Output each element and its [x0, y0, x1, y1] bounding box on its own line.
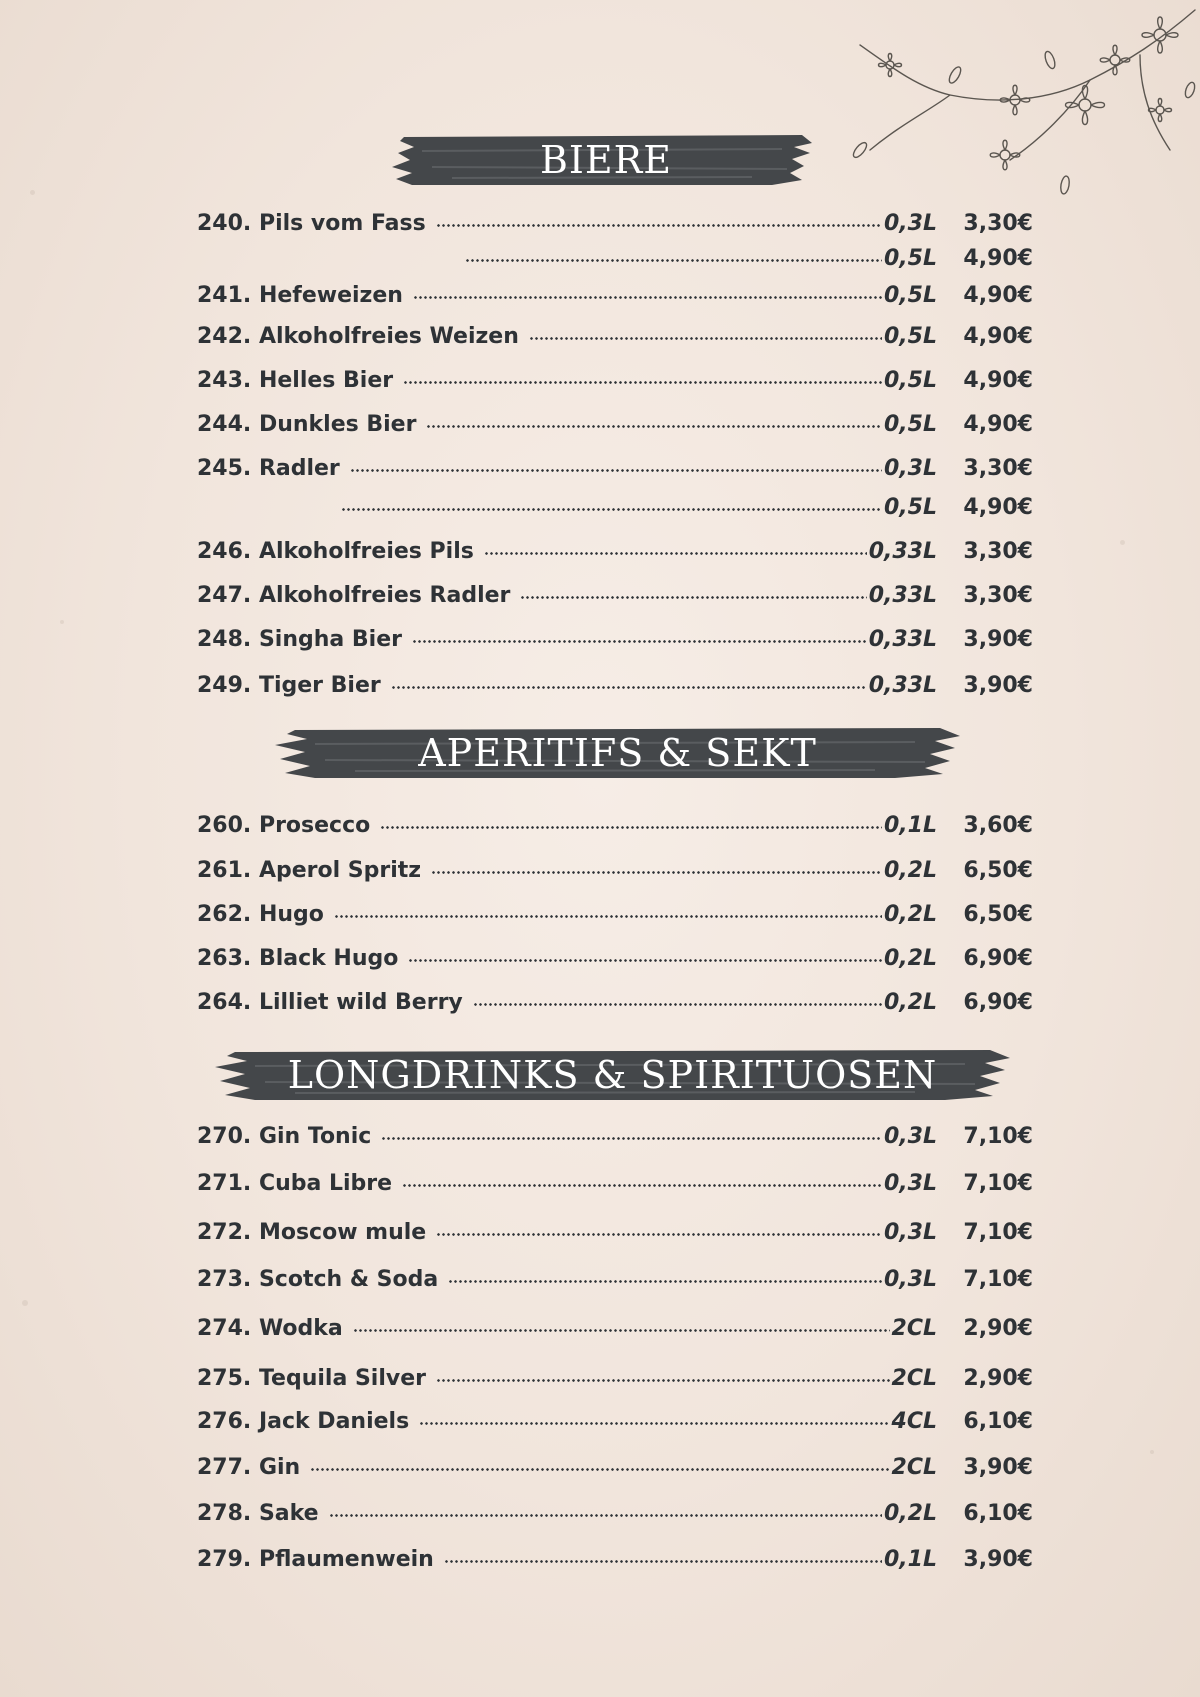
item-price: 4,90€ [963, 246, 1033, 271]
item-name: 264. Lilliet wild Berry [197, 990, 463, 1015]
dot-leader [436, 224, 882, 227]
item-volume: 0,5L [884, 368, 937, 393]
menu-item-row [197, 454, 1037, 484]
item-price: 7,10€ [963, 1124, 1033, 1149]
menu-item-row [197, 209, 1037, 239]
item-price: 3,90€ [963, 1455, 1033, 1480]
menu-item-row [197, 1314, 1037, 1344]
item-price: 4,90€ [963, 324, 1033, 349]
dot-leader [436, 1233, 882, 1236]
dot-leader [444, 1560, 882, 1563]
dot-leader [465, 259, 882, 262]
item-name: 274. Wodka [197, 1316, 343, 1341]
item-volume: 0,2L [884, 858, 937, 883]
menu-item-row [197, 1364, 1037, 1394]
item-volume: 2CL [891, 1455, 937, 1480]
dot-leader [413, 296, 882, 299]
dot-leader [353, 1329, 890, 1332]
item-volume: 0,2L [884, 946, 937, 971]
item-price: 3,90€ [963, 1547, 1033, 1572]
item-name: 261. Aperol Spritz [197, 858, 422, 883]
item-volume: 0,3L [884, 456, 937, 481]
dot-leader [448, 1280, 882, 1283]
item-name: 276. Jack Daniels [197, 1409, 410, 1434]
item-price: 3,90€ [963, 673, 1033, 698]
menu-item-row [197, 625, 1037, 655]
item-name: 247. Alkoholfreies Radler [197, 583, 511, 608]
item-price: 4,90€ [963, 368, 1033, 393]
section-title: LONGDRINKS & SPIRITUOSEN [287, 1053, 938, 1097]
dot-leader [391, 686, 867, 689]
item-price: 4,90€ [963, 495, 1033, 520]
item-name: 248. Singha Bier [197, 627, 402, 652]
item-price: 2,90€ [963, 1366, 1033, 1391]
item-name: 277. Gin [197, 1455, 301, 1480]
dot-leader [419, 1422, 890, 1425]
item-volume: 0,5L [884, 246, 937, 271]
item-name: 245. Radler [197, 456, 340, 481]
menu-item-row [197, 856, 1037, 886]
item-name: 249. Tiger Bier [197, 673, 381, 698]
item-price: 6,90€ [963, 990, 1033, 1015]
item-name: 263. Black Hugo [197, 946, 399, 971]
item-price: 6,50€ [963, 858, 1033, 883]
item-name: 241. Hefeweizen [197, 283, 403, 308]
cherry-blossom-branch-icon [840, 0, 1200, 210]
menu-item-row [197, 1265, 1037, 1295]
dot-leader [484, 552, 867, 555]
menu-item-row [197, 988, 1037, 1018]
section-banner-aperitifs-sekt [275, 726, 960, 780]
item-volume: 4CL [891, 1409, 937, 1434]
item-name: 246. Alkoholfreies Pils [197, 539, 474, 564]
item-volume: 0,2L [884, 902, 937, 927]
item-name: 271. Cuba Libre [197, 1171, 393, 1196]
item-name: 243. Helles Bier [197, 368, 394, 393]
dot-leader [334, 915, 882, 918]
dot-leader [329, 1514, 882, 1517]
item-name: 260. Prosecco [197, 813, 371, 838]
menu-item-row [197, 1407, 1037, 1437]
menu-item-row [197, 410, 1037, 440]
item-price: 4,90€ [963, 283, 1033, 308]
item-name: 240. Pils vom Fass [197, 211, 426, 236]
dot-leader [350, 469, 882, 472]
menu-item-row [197, 1545, 1037, 1575]
menu-item-row [197, 1122, 1037, 1152]
dot-leader [408, 959, 882, 962]
menu-item-row [197, 900, 1037, 930]
item-price: 6,10€ [963, 1409, 1033, 1434]
dot-leader [341, 508, 882, 511]
item-volume: 0,5L [884, 324, 937, 349]
item-name: 244. Dunkles Bier [197, 412, 417, 437]
dot-leader [529, 337, 882, 340]
menu-item-row [197, 1453, 1037, 1483]
item-volume: 0,33L [868, 673, 937, 698]
section-title: BIERE [539, 138, 673, 182]
item-price: 7,10€ [963, 1171, 1033, 1196]
item-price: 6,90€ [963, 946, 1033, 971]
item-name: 272. Moscow mule [197, 1220, 427, 1245]
item-price: 4,90€ [963, 412, 1033, 437]
dot-leader [380, 826, 882, 829]
item-volume: 0,3L [884, 211, 937, 236]
dot-leader [402, 1184, 882, 1187]
item-price: 7,10€ [963, 1220, 1033, 1245]
item-volume: 0,2L [884, 990, 937, 1015]
dot-leader [412, 640, 867, 643]
paper-speck [1150, 1450, 1154, 1454]
item-price: 2,90€ [963, 1316, 1033, 1341]
item-price: 3,30€ [963, 583, 1033, 608]
menu-item-row [197, 244, 1037, 274]
item-volume: 0,3L [884, 1267, 937, 1292]
item-volume: 0,5L [884, 412, 937, 437]
item-price: 6,10€ [963, 1501, 1033, 1526]
dot-leader [520, 596, 867, 599]
menu-item-row [197, 322, 1037, 352]
menu-item-row [197, 281, 1037, 311]
item-volume: 0,33L [868, 627, 937, 652]
item-name: 273. Scotch & Soda [197, 1267, 439, 1292]
item-volume: 2CL [891, 1366, 937, 1391]
menu-item-row [197, 944, 1037, 974]
item-volume: 0,1L [884, 1547, 937, 1572]
menu-item-row [197, 537, 1037, 567]
item-price: 7,10€ [963, 1267, 1033, 1292]
item-volume: 0,3L [884, 1220, 937, 1245]
item-volume: 0,3L [884, 1124, 937, 1149]
menu-item-row [197, 366, 1037, 396]
dot-leader [310, 1468, 890, 1471]
dot-leader [473, 1003, 882, 1006]
item-volume: 0,33L [868, 583, 937, 608]
paper-speck [30, 190, 35, 195]
section-title: APERITIFS & SEKT [418, 731, 817, 775]
section-banner-longdrinks [215, 1048, 1010, 1102]
menu-item-row [197, 493, 1037, 523]
menu-item-row [197, 581, 1037, 611]
item-name: 275. Tequila Silver [197, 1366, 426, 1391]
paper-speck [22, 1300, 28, 1306]
item-name: 279. Pflaumenwein [197, 1547, 434, 1572]
item-name: 278. Sake [197, 1501, 319, 1526]
item-volume: 0,5L [884, 283, 937, 308]
dot-leader [381, 1137, 882, 1140]
menu-item-row [197, 1218, 1037, 1248]
item-price: 3,30€ [963, 539, 1033, 564]
item-name: 262. Hugo [197, 902, 324, 927]
item-price: 6,50€ [963, 902, 1033, 927]
paper-speck [1120, 540, 1125, 545]
paper-speck [60, 620, 64, 624]
item-price: 3,30€ [963, 211, 1033, 236]
item-price: 3,30€ [963, 456, 1033, 481]
item-volume: 0,2L [884, 1501, 937, 1526]
menu-item-row [197, 671, 1037, 701]
dot-leader [431, 871, 882, 874]
item-name: 242. Alkoholfreies Weizen [197, 324, 519, 349]
dot-leader [426, 425, 882, 428]
section-banner-biere [392, 133, 820, 187]
item-volume: 0,1L [884, 813, 937, 838]
item-name: 270. Gin Tonic [197, 1124, 372, 1149]
menu-item-row [197, 1169, 1037, 1199]
dot-leader [403, 381, 882, 384]
item-price: 3,60€ [963, 813, 1033, 838]
dot-leader [436, 1379, 890, 1382]
item-price: 3,90€ [963, 627, 1033, 652]
menu-item-row [197, 1499, 1037, 1529]
item-volume: 2CL [891, 1316, 937, 1341]
item-volume: 0,33L [868, 539, 937, 564]
menu-item-row [197, 811, 1037, 841]
item-volume: 0,5L [884, 495, 937, 520]
item-volume: 0,3L [884, 1171, 937, 1196]
